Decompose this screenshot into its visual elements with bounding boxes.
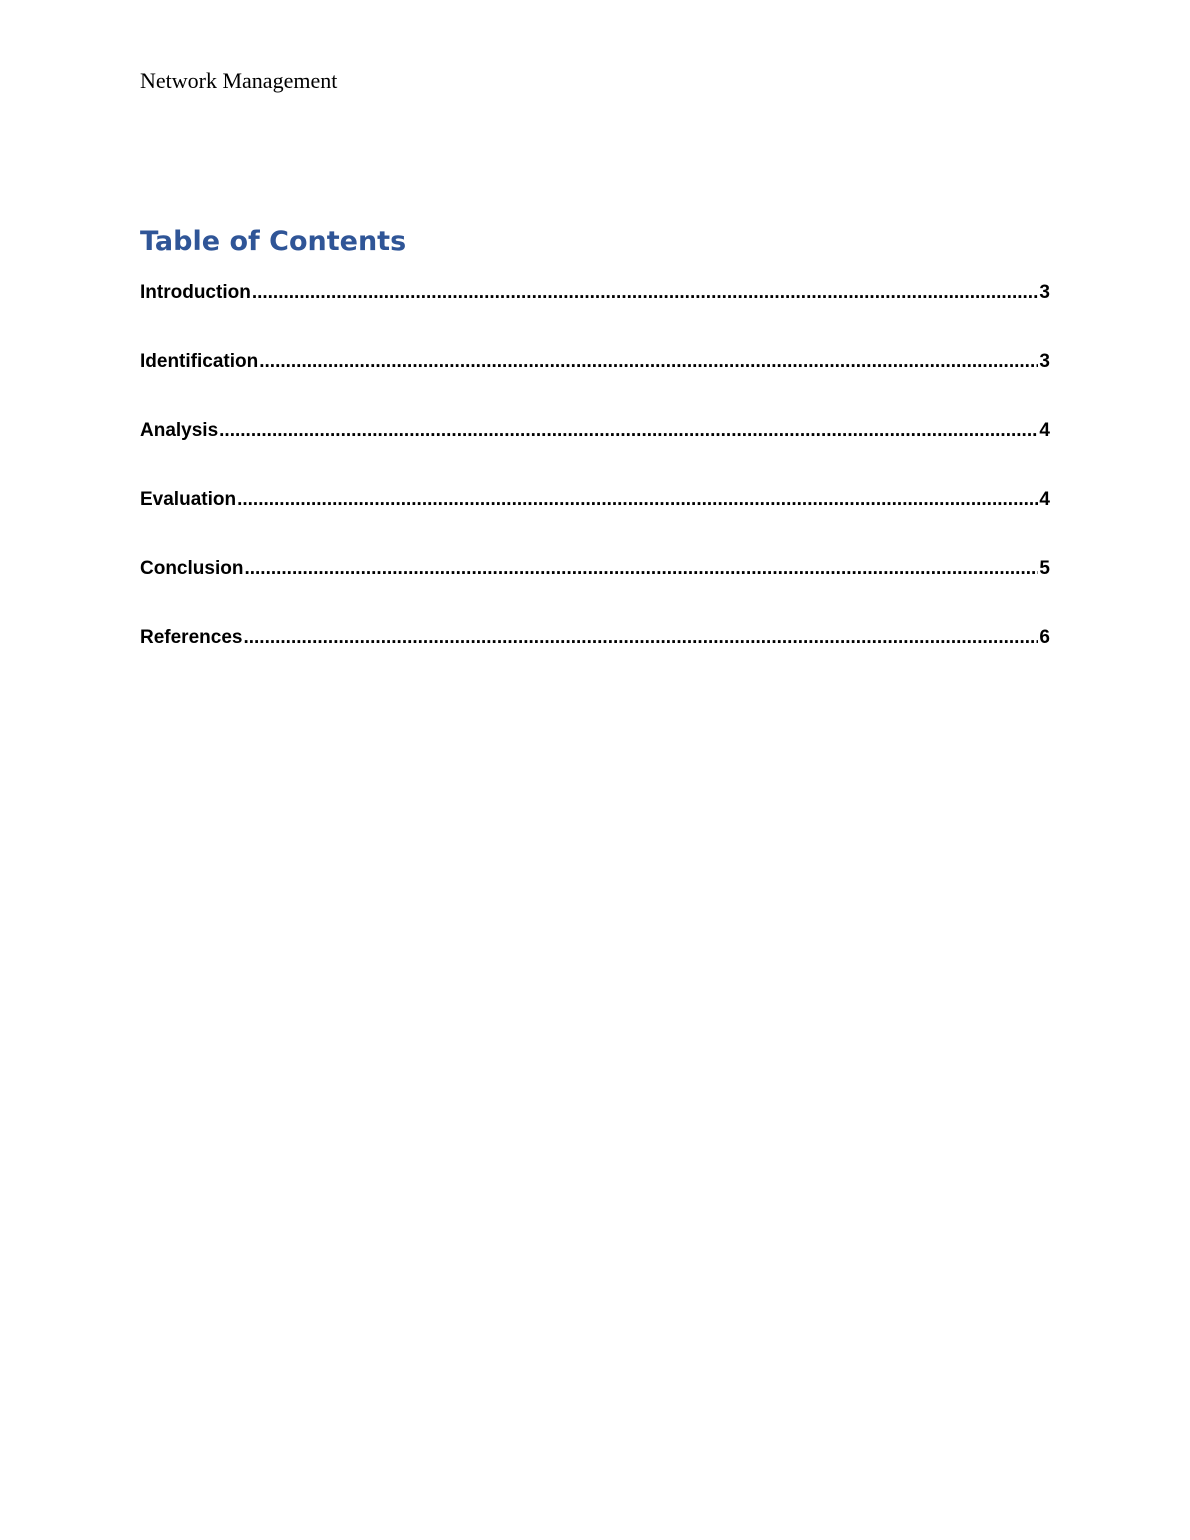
toc-entry-analysis[interactable] <box>140 418 1050 487</box>
toc-dot-leader <box>244 556 1038 582</box>
toc-entry-references[interactable] <box>140 625 1050 694</box>
toc-entry-label: Introduction <box>140 282 251 303</box>
toc-list <box>140 280 1050 694</box>
toc-entry-label: Identification <box>140 351 259 372</box>
toc-dot-leader <box>259 349 1038 375</box>
toc-entry-conclusion[interactable] <box>140 556 1050 625</box>
toc-entry-page: 4 <box>1039 420 1050 441</box>
running-header: Network Management <box>140 68 338 93</box>
toc-dot-leader <box>252 280 1039 306</box>
toc-title: Table of Contents <box>140 226 407 257</box>
toc-entry-evaluation[interactable] <box>140 487 1050 556</box>
toc-dot-leader <box>237 487 1038 513</box>
toc-entry-identification[interactable] <box>140 349 1050 418</box>
toc-entry-page: 3 <box>1039 282 1050 303</box>
toc-entry-label: Evaluation <box>140 489 237 510</box>
toc-entry-label: Conclusion <box>140 558 244 579</box>
toc-entry-label: Analysis <box>140 420 219 441</box>
toc-entry-page: 6 <box>1039 627 1050 648</box>
toc-entry-label: References <box>140 627 243 648</box>
toc-entry-page: 5 <box>1039 558 1050 579</box>
toc-entry-page: 3 <box>1039 351 1050 372</box>
toc-dot-leader <box>219 418 1038 444</box>
toc-entry-page: 4 <box>1039 489 1050 510</box>
toc-dot-leader <box>243 625 1038 651</box>
toc-entry-introduction[interactable] <box>140 280 1050 349</box>
